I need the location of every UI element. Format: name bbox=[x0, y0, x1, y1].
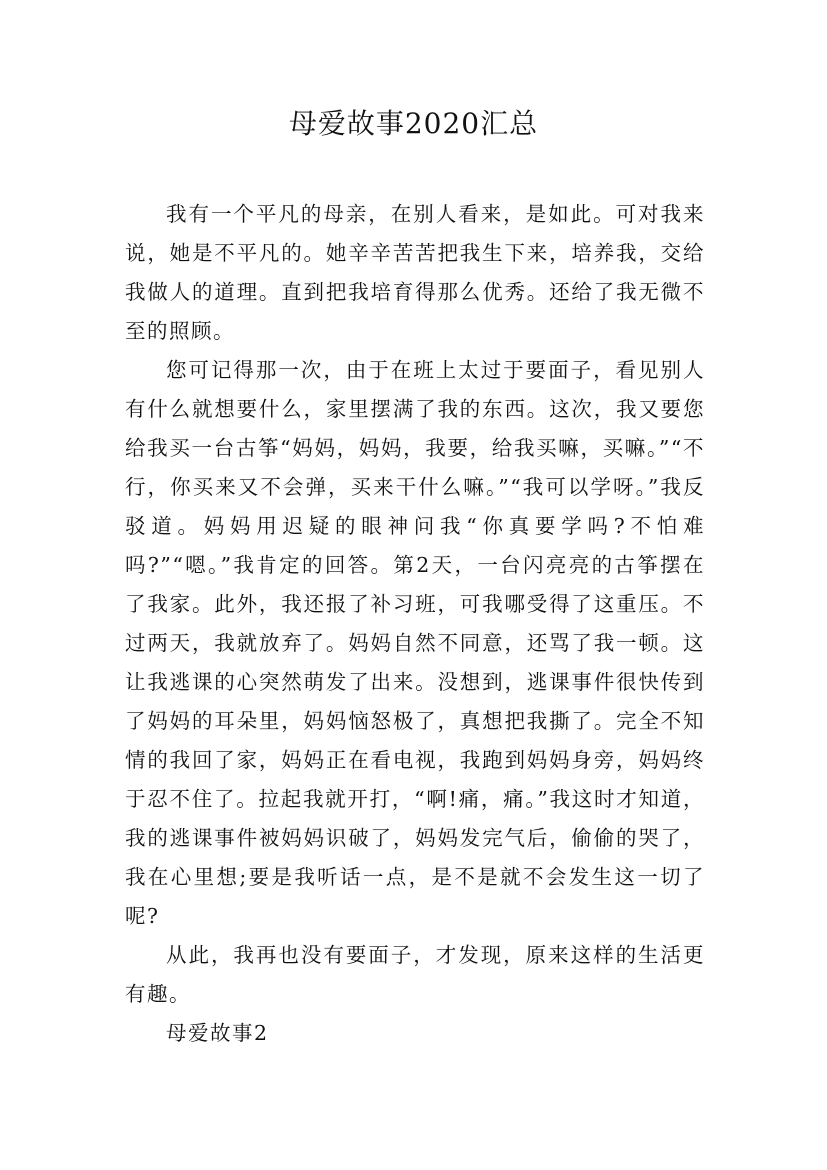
paragraph-1: 我有一个平凡的母亲，在别人看来，是如此。可对我来说，她是不平凡的。她辛辛苦苦把我生下来，培养我，交给我做人的道理。直到把我培育得那么优秀。还给了我无微不至的照顾。 bbox=[125, 202, 705, 343]
document-body bbox=[125, 195, 705, 1053]
section-heading: 母爱故事2 bbox=[166, 1021, 269, 1045]
paragraph-2: 您可记得那一次，由于在班上太过于要面子，看见别人有什么就想要什么，家里摆满了我的东西。这次，我又要您给我买一台古筝“妈妈，妈妈，我要，给我买嘛，买嘛。”“不行，你买来又不会弹，买来干什么嘛。”“我可以学呀。”我反驳道。妈妈用迟疑的眼神问我“你真要学吗?不怕难吗?”“嗯。”我肯定的回答。第2天，一台闪亮亮的古筝摆在了我家。此外，我还报了补习班，可我哪受得了这重压。不过两天，我就放弃了。妈妈自然不同意，还骂了我一顿。这让我逃课的心突然萌发了出来。没想到，逃课事件很快传到了妈妈的耳朵里，妈妈恼怒极了，真想把我撕了。完全不知情的我回了家，妈妈正在看电视，我跑到妈妈身旁，妈妈终于忍不住了。拉起我就开打，“啊!痛，痛。”我这时才知道，我的逃课事件被妈妈识破了，妈妈发完气后，偷偷的哭了，我在心里想;要是我听话一点，是不是就不会发生这一切了呢? bbox=[125, 358, 705, 928]
paragraph-3: 从此，我再也没有要面子，才发现，原来这样的生活更有趣。 bbox=[125, 943, 705, 1006]
document-title: 母爱故事2020汇总 bbox=[288, 107, 539, 140]
